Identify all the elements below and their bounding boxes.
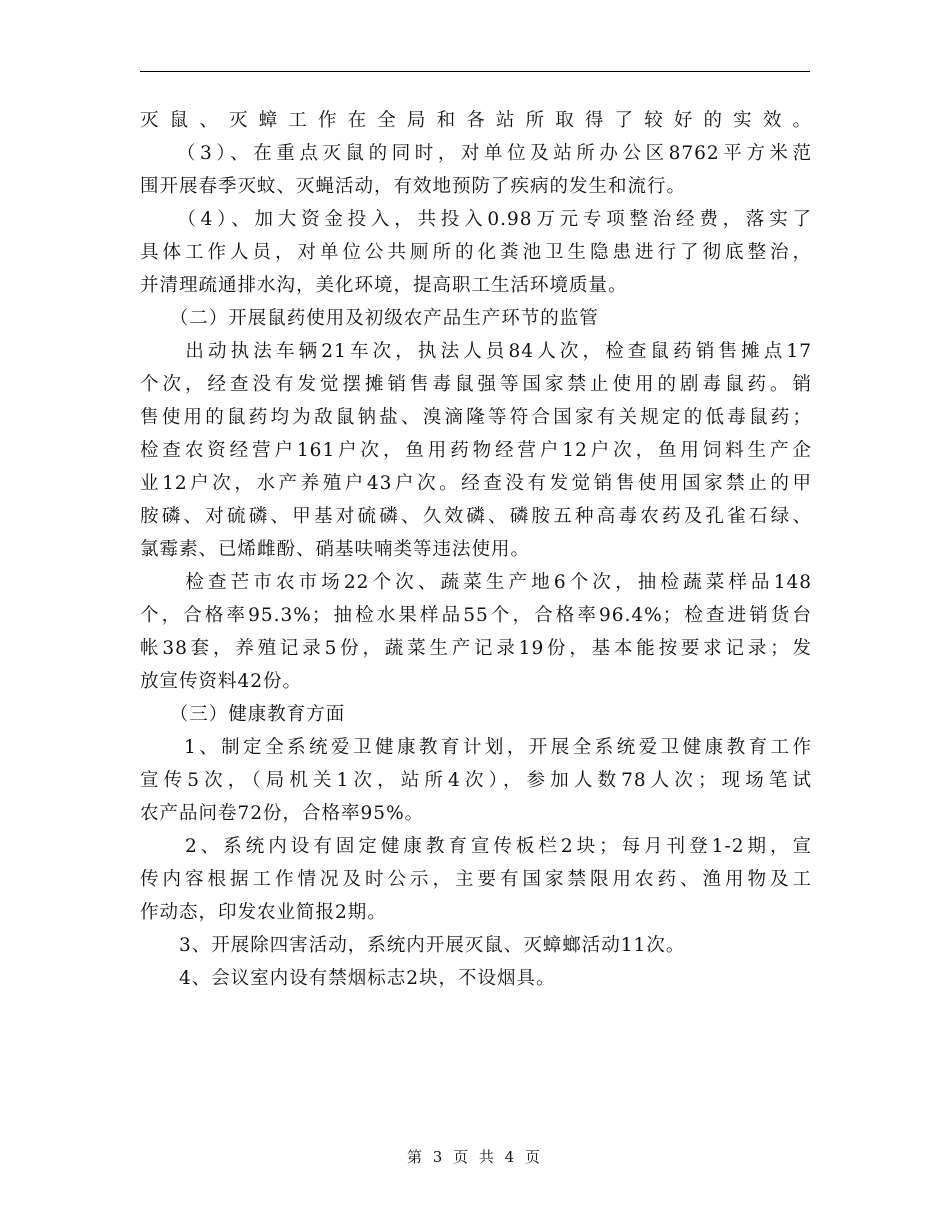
text-line: 灭鼠、灭蟑工作在全局和各站所取得了较好的实效。 <box>140 110 812 131</box>
text-line: 具体工作人员，对单位公共厕所的化粪池卫生隐患进行了彻底整治， <box>140 242 812 263</box>
text-line: 宣传5次，（局机关1次，站所4次），参加人数78人次；现场笔试 <box>140 770 812 791</box>
text-line: 个，合格率95.3%；抽检水果样品55个，合格率96.4%；检查进销货台 <box>140 605 812 626</box>
text-line: 2、系统内设有固定健康教育宣传板栏2块；每月刊登1-2期，宣 <box>140 836 812 857</box>
section-heading: （三）健康教育方面 <box>140 704 346 725</box>
text-line: 业12户次，水产养殖户43户次。经查没有发觉销售使用国家禁止的甲 <box>140 473 812 494</box>
page-footer: 第 3 页 共 4 页 <box>407 1148 543 1166</box>
text-line: 围开展春季灭蚊、灭蝇活动，有效地预防了疾病的发生和流行。 <box>140 176 687 197</box>
text-line: 传内容根据工作情况及时公示，主要有国家禁限用农药、渔用物及工 <box>140 869 812 890</box>
document-body <box>140 104 812 995</box>
text-line: 农产品问卷72份，合格率95%。 <box>140 803 425 824</box>
header-rule <box>140 71 810 72</box>
text-line: 售使用的鼠药均为敌鼠钠盐、溴滴隆等符合国家有关规定的低毒鼠药； <box>140 407 812 428</box>
section-heading: （二）开展鼠药使用及初级农产品生产环节的监管 <box>140 308 599 329</box>
text-line: 并清理疏通排水沟，美化环境，提高职工生活环境质量。 <box>140 275 628 296</box>
text-line: 检查农资经营户161户次，鱼用药物经营户12户次，鱼用饲料生产企 <box>140 440 812 461</box>
text-line: 氯霉素、已烯雌酚、硝基呋喃类等违法使用。 <box>140 539 531 560</box>
text-line: 帐38套，养殖记录5份，蔬菜生产记录19份，基本能按要求记录；发 <box>140 638 812 659</box>
text-line: （3）、在重点灭鼠的同时，对单位及站所办公区8762平方米范 <box>140 143 812 164</box>
text-line: 胺磷、对硫磷、甲基对硫磷、久效磷、磷胺五种高毒农药及孔雀石绿、 <box>140 506 812 527</box>
text-line: 3、开展除四害活动，系统内开展灭鼠、灭蟑螂活动11次。 <box>140 935 686 956</box>
text-line: 出动执法车辆21车次，执法人员84人次，检查鼠药销售摊点17 <box>140 341 812 362</box>
text-line: 检查芒市农市场22个次、蔬菜生产地6个次，抽检蔬菜样品148 <box>140 572 812 593</box>
text-line: 作动态，印发农业简报2期。 <box>140 902 387 923</box>
text-line: 放宣传资料42份。 <box>140 671 303 692</box>
text-line: 个次，经查没有发觉摆摊销售毒鼠强等国家禁止使用的剧毒鼠药。销 <box>140 374 812 395</box>
text-line: 4、会议室内设有禁烟标志2块，不设烟具。 <box>140 968 556 989</box>
text-line: （4）、加大资金投入，共投入0.98万元专项整治经费，落实了 <box>140 209 812 230</box>
text-line: 1、制定全系统爱卫健康教育计划，开展全系统爱卫健康教育工作 <box>140 737 812 758</box>
